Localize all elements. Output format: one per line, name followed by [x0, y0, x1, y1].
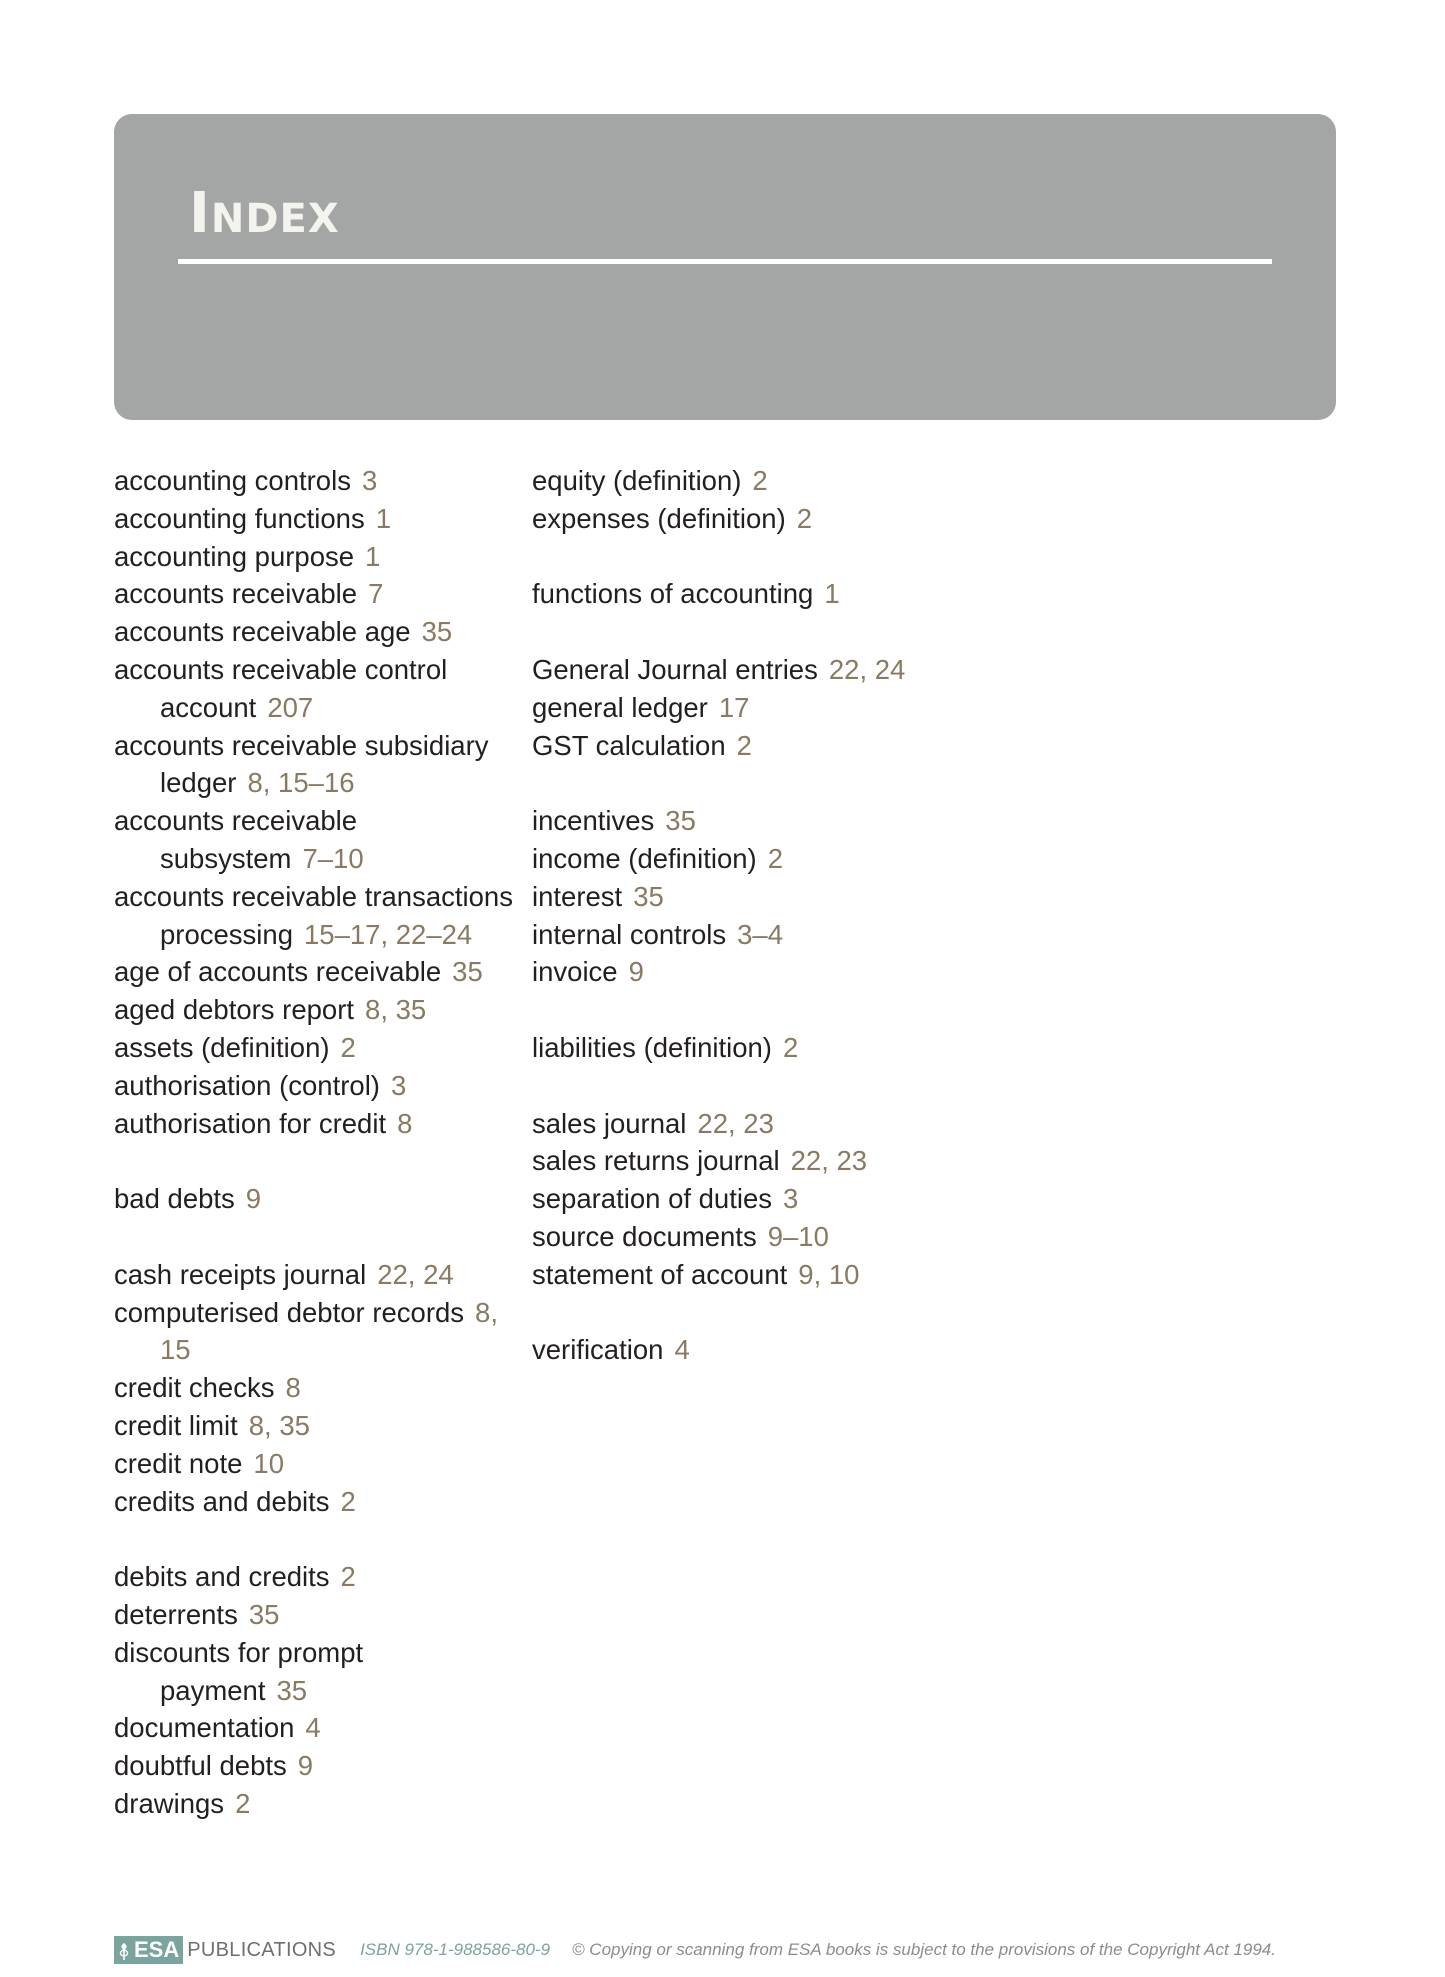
index-term: General Journal entries — [532, 653, 818, 685]
page-title — [189, 181, 340, 246]
index-entry — [532, 1256, 992, 1294]
index-term: doubtful debts — [114, 1750, 287, 1782]
index-term: aged debtors report — [114, 994, 355, 1026]
index-term: deterrents — [114, 1598, 238, 1630]
index-entry — [114, 991, 514, 1029]
index-page-refs: 4 — [305, 1712, 321, 1744]
index-entry — [114, 1256, 514, 1294]
index-page-refs: 22, 23 — [790, 1145, 868, 1177]
copyright-notice: © Copying or scanning from ESA books is subject to the provisions of the Copyright Act 1994. — [572, 1940, 1276, 1959]
letter-group-spacer — [532, 1294, 992, 1332]
index-page-refs: 35 — [633, 880, 664, 912]
index-term: credit note — [114, 1447, 243, 1479]
index-entry — [114, 878, 514, 954]
index-term: income (definition) — [532, 842, 757, 874]
index-entry — [114, 727, 514, 803]
index-column-left — [114, 462, 514, 1823]
isbn: ISBN 978-1-988586-80-9 — [360, 1940, 551, 1959]
index-term: accounts receivable control account — [114, 653, 448, 723]
title-underline — [178, 259, 1272, 264]
logo-text: ESA — [134, 1937, 180, 1962]
index-term: functions of accounting — [532, 578, 814, 610]
index-term: verification — [532, 1334, 664, 1366]
index-term: accounts receivable transactions processing — [114, 880, 513, 950]
index-entry — [532, 651, 992, 689]
index-term: source documents — [532, 1220, 757, 1252]
index-page-refs: 2 — [736, 729, 752, 761]
index-entry — [532, 689, 992, 727]
index-term: cash receipts journal — [114, 1258, 367, 1290]
index-page-refs: 2 — [767, 842, 783, 874]
index-term: accounts receivable age — [114, 616, 411, 648]
index-entry — [114, 1634, 514, 1710]
index-entry — [114, 1029, 514, 1067]
index-page-refs: 2 — [340, 1485, 356, 1517]
letter-group-spacer — [532, 764, 992, 802]
index-entry — [532, 1142, 992, 1180]
index-term: credit limit — [114, 1409, 238, 1441]
index-term: accounts receivable subsystem — [114, 805, 358, 874]
index-entry — [532, 1029, 992, 1067]
index-page-refs: 35 — [276, 1674, 308, 1706]
index-page-refs: 22, 24 — [828, 653, 906, 685]
index-term: discounts for prompt payment — [114, 1636, 364, 1706]
index-page-refs: 35 — [248, 1598, 280, 1630]
index-entry — [114, 651, 514, 727]
index-page-refs: 15–17, 22–24 — [304, 918, 473, 950]
index-entry — [532, 802, 992, 840]
index-term: credit checks — [114, 1372, 275, 1404]
index-page-refs: 8, 15–16 — [247, 767, 355, 799]
index-entry — [114, 1596, 514, 1634]
letter-group-spacer — [114, 1218, 514, 1256]
index-entry — [532, 1105, 992, 1143]
index-page-refs: 8, 35 — [365, 994, 427, 1026]
index-page-refs: 2 — [235, 1787, 251, 1819]
index-entry — [114, 1180, 514, 1218]
index-term: authorisation (control) — [114, 1069, 380, 1101]
index-entry — [114, 500, 514, 538]
index-term: incentives — [532, 805, 655, 837]
index-term: authorisation for credit — [114, 1107, 387, 1139]
index-entry — [114, 462, 514, 500]
index-column-right — [532, 462, 992, 1369]
publisher-logo — [114, 1936, 183, 1964]
index-term: interest — [532, 880, 623, 912]
index-page-refs: 8 — [397, 1107, 413, 1139]
index-page-refs: 4 — [674, 1334, 690, 1366]
index-term: documentation — [114, 1712, 295, 1744]
index-term: general ledger — [532, 691, 708, 723]
index-term: GST calculation — [532, 729, 726, 761]
index-term: bad debts — [114, 1183, 235, 1215]
index-term: drawings — [114, 1787, 225, 1819]
index-page-refs: 9 — [245, 1183, 262, 1215]
footer — [114, 1935, 1276, 1965]
index-term: internal controls — [532, 918, 727, 950]
letter-group-spacer — [532, 613, 992, 651]
index-page-refs: 22, 24 — [377, 1258, 454, 1290]
index-page-refs: 1 — [375, 502, 392, 534]
page-title-rest: NDEX — [210, 196, 340, 242]
index-page-refs: 22, 23 — [697, 1107, 774, 1139]
index-term: equity (definition) — [532, 465, 742, 496]
index-entry — [532, 500, 992, 538]
index-page-refs: 2 — [340, 1561, 356, 1593]
index-page-refs: 2 — [340, 1031, 356, 1063]
index-entry — [532, 1180, 992, 1218]
index-page-refs: 9, 10 — [798, 1258, 860, 1290]
index-entry — [532, 1218, 992, 1256]
index-page-refs: 7–10 — [302, 842, 364, 874]
index-entry — [114, 1445, 514, 1483]
index-page-refs: 7 — [368, 578, 384, 610]
index-term: expenses (definition) — [532, 502, 786, 534]
index-page-refs: 1 — [365, 540, 381, 572]
index-entry — [114, 1483, 514, 1521]
index-entry — [532, 575, 992, 613]
index-page-refs: 2 — [796, 502, 813, 534]
index-entry — [532, 727, 992, 765]
index-term: debits and credits — [114, 1561, 330, 1593]
index-entry — [532, 953, 992, 991]
index-term: accounting purpose — [114, 540, 355, 572]
index-entry — [114, 538, 514, 576]
index-entry — [114, 802, 514, 878]
leaf-icon — [117, 1939, 131, 1961]
index-page-refs: 3 — [783, 1183, 799, 1215]
index-entry — [532, 840, 992, 878]
publisher-name: PUBLICATIONS — [187, 1938, 337, 1961]
index-page-refs: 8 — [285, 1372, 301, 1404]
index-entry — [532, 462, 992, 500]
index-page-refs: 10 — [253, 1447, 285, 1479]
letter-group-spacer — [532, 1067, 992, 1105]
index-term: age of accounts receivable — [114, 956, 442, 988]
index-page-refs: 8, 35 — [248, 1409, 310, 1441]
index-entry — [114, 1558, 514, 1596]
index-term: computerised debtor records — [114, 1296, 465, 1328]
index-term: separation of duties — [532, 1183, 773, 1215]
index-entry — [532, 916, 992, 954]
index-entry — [114, 1407, 514, 1445]
index-term: accounts receivable subsidiary ledger — [114, 729, 489, 799]
index-page-refs: 2 — [782, 1031, 799, 1063]
index-page-refs: 3 — [390, 1069, 407, 1101]
index-page-refs: 3–4 — [737, 918, 784, 950]
index-term: sales journal — [532, 1107, 687, 1139]
index-page-refs: 3 — [361, 465, 378, 496]
index-entry — [114, 1294, 514, 1370]
index-page-refs: 1 — [824, 578, 840, 610]
index-term: invoice — [532, 956, 618, 988]
index-entry — [532, 878, 992, 916]
index-term: liabilities (definition) — [532, 1031, 772, 1063]
index-term: accounting controls — [114, 465, 351, 496]
index-term: statement of account — [532, 1258, 788, 1290]
index-page-refs: 35 — [452, 956, 483, 988]
index-page-refs: 9–10 — [767, 1220, 829, 1252]
index-entry — [114, 1105, 514, 1143]
index-page-refs: 8, 15 — [160, 1296, 498, 1366]
index-entry — [114, 1369, 514, 1407]
letter-group-spacer — [532, 991, 992, 1029]
index-page-refs: 9 — [628, 956, 644, 988]
index-entry — [114, 575, 514, 613]
index-entry — [114, 1067, 514, 1105]
index-term: credits and debits — [114, 1485, 330, 1517]
index-page-refs: 2 — [752, 465, 768, 496]
letter-group-spacer — [532, 538, 992, 576]
letter-group-spacer — [114, 1142, 514, 1180]
index-term: assets (definition) — [114, 1031, 330, 1063]
index-term: accounting functions — [114, 502, 365, 534]
index-entry — [532, 1331, 992, 1369]
letter-group-spacer — [114, 1520, 514, 1558]
index-page-refs: 35 — [665, 805, 696, 837]
index-term: accounts receivable — [114, 578, 358, 610]
index-entry — [114, 1709, 514, 1747]
index-page-refs: 207 — [267, 691, 314, 723]
index-term: sales returns journal — [532, 1145, 780, 1177]
index-page-refs: 9 — [297, 1750, 314, 1782]
index-entry — [114, 1785, 514, 1823]
page-title-initial: I — [189, 181, 211, 246]
index-entry — [114, 1747, 514, 1785]
index-page-refs: 17 — [718, 691, 750, 723]
index-page-refs: 35 — [421, 616, 453, 648]
index-entry — [114, 953, 514, 991]
index-entry — [114, 613, 514, 651]
index-header-banner — [114, 114, 1336, 420]
